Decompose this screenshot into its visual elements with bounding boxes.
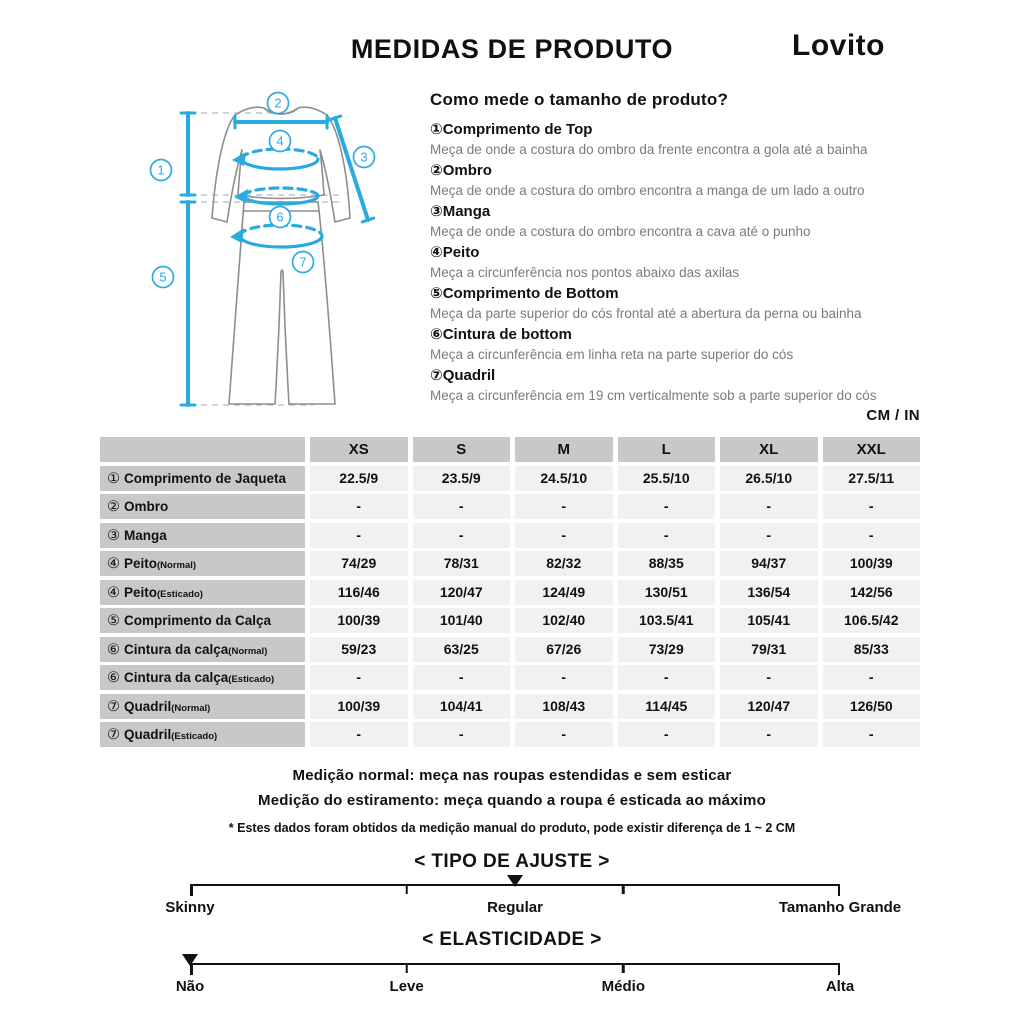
callout-6 xyxy=(270,207,291,228)
cell: - xyxy=(618,494,716,519)
column-header-s: S xyxy=(413,437,511,462)
cell: 74/29 xyxy=(310,551,408,576)
guide-item xyxy=(430,284,950,324)
cell: 105/41 xyxy=(720,608,818,633)
elasticity-scale-marker xyxy=(182,954,198,966)
note-stretch: Medição do estiramento: meça quando a roupa é esticada ao máximo xyxy=(258,792,766,809)
cell: 26.5/10 xyxy=(720,466,818,491)
cell: 59/23 xyxy=(310,637,408,662)
note-normal: Medição normal: meça nas roupas estendidas e sem esticar xyxy=(292,767,732,784)
cell: - xyxy=(515,523,613,548)
fit-scale-marker xyxy=(507,875,523,887)
cell: - xyxy=(618,665,716,690)
cell: - xyxy=(720,665,818,690)
guide-title: Como mede o tamanho de produto? xyxy=(430,90,729,109)
cell: 67/26 xyxy=(515,637,613,662)
cell: 78/31 xyxy=(413,551,511,576)
row-label: ③ Manga xyxy=(100,523,305,548)
circled-number: ④ xyxy=(430,244,443,261)
cell: 88/35 xyxy=(618,551,716,576)
cell: - xyxy=(413,665,511,690)
cell: 124/49 xyxy=(515,580,613,605)
cell: - xyxy=(720,494,818,519)
note-disclaimer: * Estes dados foram obtidos da medição manual do produto, pode existir diferença de 1 ~ 2 CM xyxy=(228,821,796,835)
fit-scale-tick xyxy=(405,886,408,894)
cell: 25.5/10 xyxy=(618,466,716,491)
cell: - xyxy=(618,722,716,747)
row-label: ⑥ Cintura da calça(Normal) xyxy=(100,637,305,662)
measurement-notes xyxy=(0,763,1024,840)
guide-item-label: ③Manga xyxy=(430,203,491,220)
fit-label-regular: Regular xyxy=(487,899,543,916)
cell: - xyxy=(618,523,716,548)
measure-chest-ellipse xyxy=(232,149,318,169)
page-title: MEDIDAS DE PRODUTO xyxy=(350,34,674,64)
size-table xyxy=(100,437,920,747)
cell: - xyxy=(720,523,818,548)
guide-item xyxy=(430,202,950,242)
guide-item-label: ①Comprimento de Top xyxy=(430,121,593,138)
guide-item xyxy=(430,325,950,365)
cell: 100/39 xyxy=(310,608,408,633)
cell: - xyxy=(823,494,921,519)
guide-item-label: ②Ombro xyxy=(430,162,492,179)
row-label: ① Comprimento de Jaqueta xyxy=(100,466,305,491)
svg-text:4: 4 xyxy=(276,133,284,149)
guide-item-label: ⑥Cintura de bottom xyxy=(430,326,572,343)
guide-item-label: ⑤Comprimento de Bottom xyxy=(430,285,619,302)
units-label: CM / IN xyxy=(866,407,920,424)
cell: - xyxy=(823,722,921,747)
guide-item-label: ⑦Quadril xyxy=(430,367,496,384)
cell: - xyxy=(515,494,613,519)
cell: 103.5/41 xyxy=(618,608,716,633)
brand-logo: Lovito xyxy=(792,29,885,62)
cell: - xyxy=(413,494,511,519)
guide-item-desc: Meça de onde a costura do ombro da frente encontra a gola até a bainha xyxy=(430,142,868,157)
guide-item-label: ④Peito xyxy=(430,244,480,261)
guide-item-desc: Meça de onde a costura do ombro encontra a manga de um lado a outro xyxy=(430,183,865,198)
callout-5 xyxy=(153,267,174,288)
guide-item-desc: Meça a circunferência em 19 cm verticalmente sob a parte superior do cós xyxy=(430,388,877,403)
cell: 73/29 xyxy=(618,637,716,662)
elasticity-label-alta: Alta xyxy=(825,978,855,995)
callout-3 xyxy=(354,147,375,168)
elasticity-scale-title: < ELASTICIDADE > xyxy=(422,929,602,950)
cell: 22.5/9 xyxy=(310,466,408,491)
guide-item xyxy=(430,243,950,283)
row-label: ④ Peito(Esticado) xyxy=(100,580,305,605)
svg-text:1: 1 xyxy=(157,162,165,178)
cell: 116/46 xyxy=(310,580,408,605)
guide-item xyxy=(430,161,950,201)
row-label: ⑥ Cintura da calça(Esticado) xyxy=(100,665,305,690)
cell: 136/54 xyxy=(720,580,818,605)
measure-bottom-length-line xyxy=(181,202,195,405)
cell: 120/47 xyxy=(413,580,511,605)
column-header-xl: XL xyxy=(720,437,818,462)
fit-scale-tick xyxy=(838,886,841,896)
row-label: ② Ombro xyxy=(100,494,305,519)
guide-item-desc: Meça a circunferência nos pontos abaixo das axilas xyxy=(430,265,740,280)
column-header-m: M xyxy=(515,437,613,462)
cell: 23.5/9 xyxy=(413,466,511,491)
guide-item-desc: Meça da parte superior do cós frontal até a abertura da perna ou bainha xyxy=(430,306,862,321)
column-header-l: L xyxy=(618,437,716,462)
callout-2 xyxy=(268,93,289,114)
cell: 126/50 xyxy=(823,694,921,719)
svg-text:6: 6 xyxy=(276,209,284,225)
table-corner-cell xyxy=(100,437,305,462)
column-header-xxl: XXL xyxy=(823,437,921,462)
fit-scale-tick xyxy=(190,886,193,896)
guide-item xyxy=(430,366,950,406)
cell: 79/31 xyxy=(720,637,818,662)
row-label: ⑦ Quadril(Esticado) xyxy=(100,722,305,747)
fit-scale-title: < TIPO DE AJUSTE > xyxy=(414,851,610,872)
cell: - xyxy=(515,722,613,747)
cell: 100/39 xyxy=(823,551,921,576)
cell: 94/37 xyxy=(720,551,818,576)
leader-lines xyxy=(190,113,340,405)
circled-number: ① xyxy=(430,121,443,138)
fit-label-skinny: Skinny xyxy=(165,899,215,916)
svg-text:3: 3 xyxy=(360,149,368,165)
cell: 100/39 xyxy=(310,694,408,719)
cell: - xyxy=(310,494,408,519)
cell: - xyxy=(515,665,613,690)
elasticity-scale-tick xyxy=(190,965,193,975)
svg-text:2: 2 xyxy=(274,95,282,111)
cell: - xyxy=(823,523,921,548)
fit-scale-tick xyxy=(622,886,625,894)
elasticity-label-medio: Médio xyxy=(601,978,646,995)
elasticity-label-leve: Leve xyxy=(389,978,424,995)
svg-text:5: 5 xyxy=(159,269,167,285)
guide-item-desc: Meça a circunferência em linha reta na parte superior do cós xyxy=(430,347,794,362)
circled-number: ⑥ xyxy=(430,326,443,343)
cell: - xyxy=(310,523,408,548)
circled-number: ③ xyxy=(430,203,443,220)
cell: 130/51 xyxy=(618,580,716,605)
cell: - xyxy=(720,722,818,747)
elasticity-scale-tick xyxy=(838,965,841,975)
guide-item-desc: Meça de onde a costura do ombro encontra a cava até o punho xyxy=(430,224,811,239)
cell: 104/41 xyxy=(413,694,511,719)
guide-item xyxy=(430,120,950,160)
cell: - xyxy=(310,722,408,747)
cell: 120/47 xyxy=(720,694,818,719)
circled-number: ② xyxy=(430,162,443,179)
garment-measurement-diagram xyxy=(128,84,420,426)
cell: 27.5/11 xyxy=(823,466,921,491)
measure-shoulder-line xyxy=(235,116,327,128)
elasticity-scale-tick xyxy=(622,965,625,973)
fit-label-tamanho-grande: Tamanho Grande xyxy=(778,899,902,916)
callout-7 xyxy=(293,252,314,273)
callout-1 xyxy=(151,160,172,181)
measure-hip-ellipse xyxy=(230,225,322,247)
cell: 85/33 xyxy=(823,637,921,662)
measure-top-length-line xyxy=(181,113,195,195)
circled-number: ⑦ xyxy=(430,367,443,384)
row-label: ⑤ Comprimento da Calça xyxy=(100,608,305,633)
cell: 63/25 xyxy=(413,637,511,662)
cell: 142/56 xyxy=(823,580,921,605)
cell: 102/40 xyxy=(515,608,613,633)
cell: - xyxy=(413,523,511,548)
cell: - xyxy=(310,665,408,690)
cell: 114/45 xyxy=(618,694,716,719)
cell: 82/32 xyxy=(515,551,613,576)
svg-text:7: 7 xyxy=(299,254,307,270)
measure-guide xyxy=(430,90,950,406)
cell: 101/40 xyxy=(413,608,511,633)
column-header-xs: XS xyxy=(310,437,408,462)
row-label: ④ Peito(Normal) xyxy=(100,551,305,576)
elasticity-scale-line xyxy=(175,963,855,995)
cell: 106.5/42 xyxy=(823,608,921,633)
row-label: ⑦ Quadril(Normal) xyxy=(100,694,305,719)
cell: - xyxy=(823,665,921,690)
elasticity-scale-tick xyxy=(405,965,408,973)
cell: - xyxy=(413,722,511,747)
cell: 24.5/10 xyxy=(515,466,613,491)
fit-scale-line xyxy=(165,884,902,916)
callout-4 xyxy=(270,131,291,152)
circled-number: ⑤ xyxy=(430,285,443,302)
elasticity-label-nao: Não xyxy=(175,978,205,995)
cell: 108/43 xyxy=(515,694,613,719)
